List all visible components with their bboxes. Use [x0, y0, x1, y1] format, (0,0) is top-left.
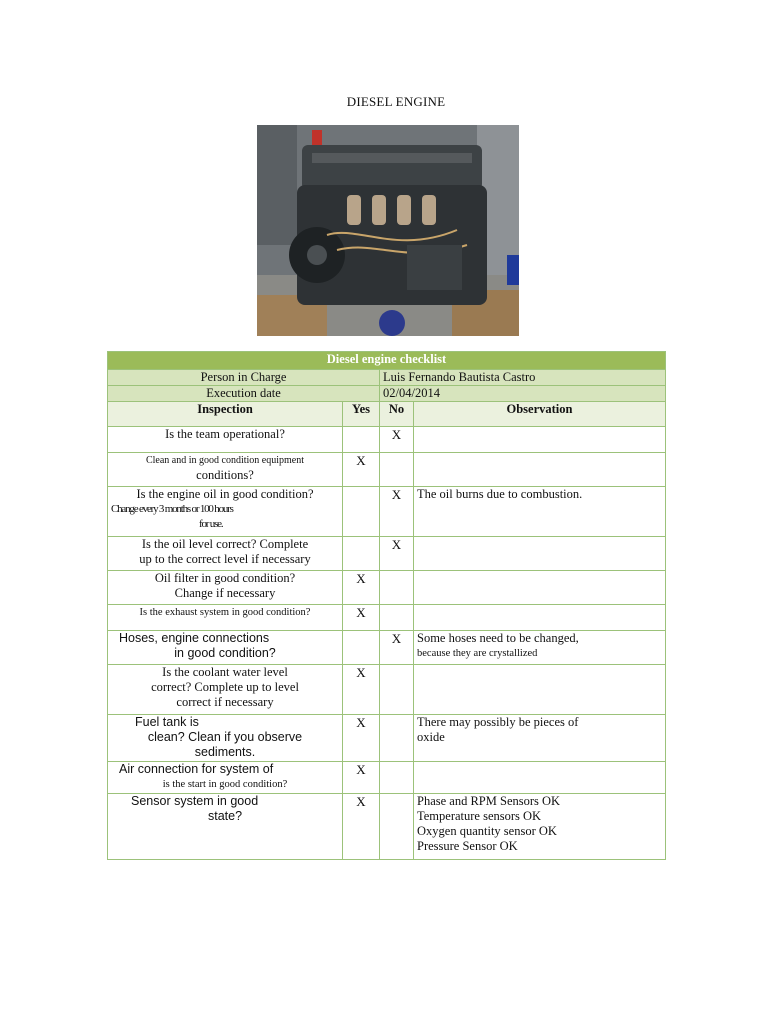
table-row — [108, 762, 666, 794]
observation-cell — [414, 427, 666, 453]
no-cell — [380, 715, 414, 762]
observation-text: The oil burns due to combustion. — [417, 487, 583, 501]
execution-date-label: Execution date — [108, 386, 380, 402]
inspection-text: Fuel tank is — [135, 715, 199, 729]
yes-cell — [343, 487, 380, 537]
observation-text: oxide — [417, 730, 445, 744]
person-in-charge-value: Luis Fernando Bautista Castro — [380, 370, 666, 386]
table-row — [108, 631, 666, 665]
inspection-text: Change if necessary — [174, 586, 276, 600]
no-cell — [380, 665, 414, 715]
inspection-text: in good condition? — [174, 646, 276, 660]
checklist-title: Diesel engine checklist — [108, 352, 666, 370]
yes-cell: X — [343, 665, 380, 715]
inspection-cell — [108, 487, 343, 537]
observation-cell — [414, 762, 666, 794]
observation-text: Oxygen quantity sensor OK — [417, 824, 557, 838]
observation-cell — [414, 605, 666, 631]
yes-cell: X — [343, 605, 380, 631]
inspection-cell — [108, 665, 343, 715]
inspection-cell — [108, 605, 343, 631]
no-cell — [380, 453, 414, 487]
inspection-text: correct? Complete up to level — [151, 680, 299, 694]
observation-cell — [414, 631, 666, 665]
inspection-text: Is the exhaust system in good condition? — [139, 607, 311, 618]
table-row — [108, 537, 666, 571]
document-title: DIESEL ENGINE — [346, 94, 446, 109]
observation-text: There may possibly be pieces of — [417, 715, 579, 729]
observation-text: Temperature sensors OK — [417, 809, 542, 823]
inspection-text: sediments. — [194, 745, 256, 759]
column-yes: Yes — [343, 402, 380, 427]
observation-text: because they are crystallized — [417, 648, 538, 659]
observation-cell — [414, 453, 666, 487]
inspection-text: Sensor system in good — [131, 794, 259, 808]
yes-cell: X — [343, 794, 380, 860]
inspection-text: state? — [207, 809, 243, 823]
column-inspection: Inspection — [108, 402, 343, 427]
observation-cell — [414, 537, 666, 571]
inspection-text: conditions? — [196, 468, 254, 482]
yes-cell: X — [343, 571, 380, 605]
observation-cell — [414, 571, 666, 605]
observation-text: Pressure Sensor OK — [417, 839, 518, 853]
inspection-cell — [108, 794, 343, 860]
execution-date-value: 02/04/2014 — [380, 386, 666, 402]
table-row — [108, 665, 666, 715]
person-in-charge-label: Person in Charge — [108, 370, 380, 386]
no-cell: X — [380, 427, 414, 453]
inspection-cell — [108, 631, 343, 665]
yes-cell: X — [343, 762, 380, 794]
table-row — [108, 571, 666, 605]
inspection-text: Air connection for system of — [119, 762, 274, 776]
table-row — [108, 427, 666, 453]
observation-cell — [414, 487, 666, 537]
observation-cell — [414, 665, 666, 715]
yes-cell — [343, 537, 380, 571]
inspection-cell — [108, 762, 343, 794]
inspection-text: up to the correct level if necessary — [139, 552, 311, 566]
inspection-cell — [108, 537, 343, 571]
engine-photo-image — [257, 125, 519, 336]
engine-photo — [257, 125, 519, 336]
inspection-text: Change every 3 months or 100 hours — [111, 503, 233, 515]
inspection-text: Is the coolant water level — [162, 665, 288, 679]
table-row — [108, 453, 666, 487]
no-cell — [380, 571, 414, 605]
observation-text: Some hoses need to be changed, — [417, 631, 579, 645]
inspection-cell — [108, 715, 343, 762]
no-cell: X — [380, 537, 414, 571]
table-row — [108, 487, 666, 537]
no-cell: X — [380, 487, 414, 537]
no-cell: X — [380, 631, 414, 665]
no-cell — [380, 762, 414, 794]
table-row — [108, 794, 666, 860]
no-cell — [380, 605, 414, 631]
table-row — [108, 605, 666, 631]
inspection-text: Is the oil level correct? Complete — [141, 537, 309, 551]
no-cell — [380, 794, 414, 860]
inspection-text: Clean and in good condition equipment — [145, 455, 305, 466]
yes-cell — [343, 427, 380, 453]
inspection-text: for use. — [199, 518, 223, 530]
inspection-text: Is the team operational? — [165, 427, 285, 441]
inspection-text: is the start in good condition? — [162, 779, 288, 790]
observation-cell — [414, 715, 666, 762]
inspection-text: clean? Clean if you observe — [147, 730, 303, 744]
inspection-text: correct if necessary — [176, 695, 274, 709]
inspection-text: Oil filter in good condition? — [154, 571, 296, 585]
observation-text: Phase and RPM Sensors OK — [417, 794, 561, 808]
inspection-text: Is the engine oil in good condition? — [136, 487, 314, 501]
yes-cell — [343, 631, 380, 665]
column-no: No — [380, 402, 414, 427]
yes-cell: X — [343, 715, 380, 762]
yes-cell: X — [343, 453, 380, 487]
inspection-cell — [108, 427, 343, 453]
inspection-cell — [108, 453, 343, 487]
inspection-cell — [108, 571, 343, 605]
observation-cell — [414, 794, 666, 860]
table-row — [108, 715, 666, 762]
inspection-text: Hoses, engine connections — [119, 631, 270, 645]
column-observation: Observation — [414, 402, 666, 427]
checklist-table — [107, 351, 666, 860]
